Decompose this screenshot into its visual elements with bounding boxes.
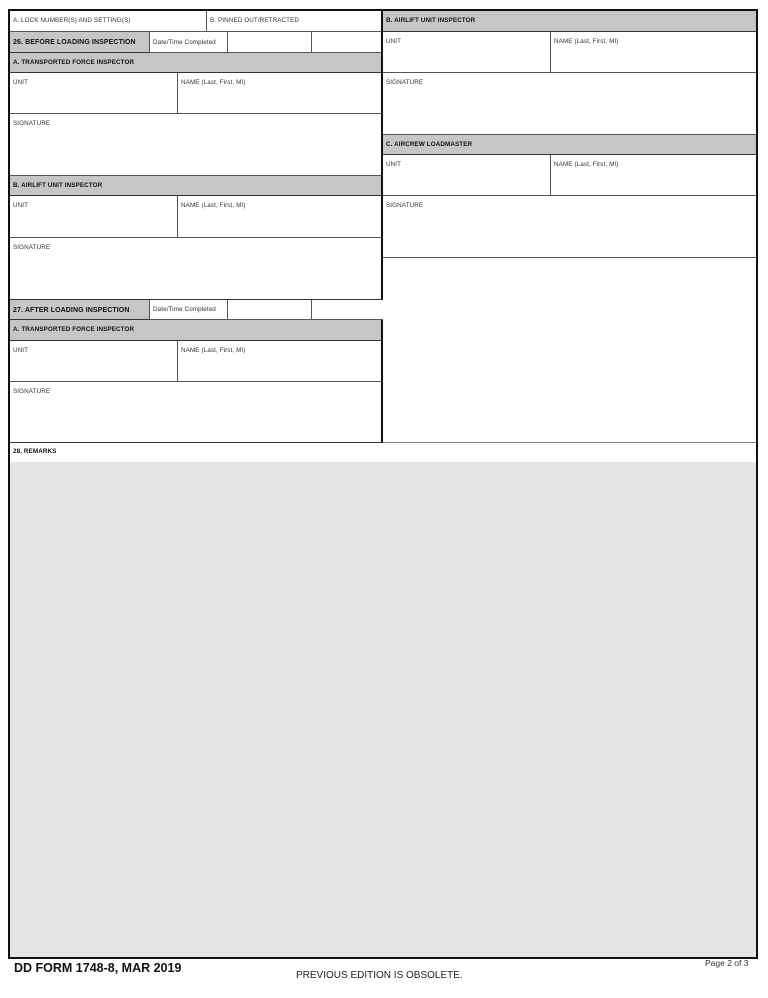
section-27a-header: A. TRANSPORTED FORCE INSPECTOR (10, 320, 383, 341)
section-27-datetime-label: Date/Time Completed (150, 300, 228, 320)
section-26-title: 26. BEFORE LOADING INSPECTION (10, 32, 150, 53)
form-identifier: DD FORM 1748-8, MAR 2019 (14, 961, 182, 975)
section-26b-signature-field[interactable]: SIGNATURE (10, 238, 383, 300)
section-27-date-field[interactable] (228, 300, 312, 320)
section-26a-signature-field[interactable]: SIGNATURE (10, 114, 383, 176)
right-section-b-name-field[interactable]: NAME (Last, First, MI) (551, 32, 756, 73)
section-27-time-field[interactable] (312, 300, 383, 320)
section-28-title: 28. REMARKS (10, 443, 756, 462)
page-number: Page 2 of 3 (705, 958, 749, 968)
lock-numbers-field[interactable] (10, 11, 207, 32)
section-26b-header: B. AIRLIFT UNIT INSPECTOR (10, 176, 383, 196)
section-26b-unit-field[interactable]: UNIT (10, 196, 178, 238)
right-section-c-signature-field[interactable]: SIGNATURE (383, 196, 756, 258)
right-section-b-signature-field[interactable]: SIGNATURE (383, 73, 756, 135)
right-section-c-name-field[interactable]: NAME (Last, First, MI) (551, 155, 756, 196)
section-26a-unit-field[interactable]: UNIT (10, 73, 178, 114)
section-26a-name-field[interactable]: NAME (Last, First, MI) (178, 73, 383, 114)
section-26a-header: A. TRANSPORTED FORCE INSPECTOR (10, 53, 383, 73)
section-26-datetime-label: Date/Time Completed (150, 32, 228, 53)
section-27a-name-field[interactable]: NAME (Last, First, MI) (178, 341, 383, 382)
remarks-field[interactable] (10, 462, 756, 957)
right-column-blank-area (383, 258, 756, 443)
pinned-out-field[interactable] (207, 11, 383, 32)
right-section-b-header: B. AIRLIFT UNIT INSPECTOR (383, 11, 756, 32)
right-section-c-header: C. AIRCREW LOADMASTER (383, 135, 756, 155)
section-26-time-field[interactable] (312, 32, 383, 53)
section-26b-name-field[interactable]: NAME (Last, First, MI) (178, 196, 383, 238)
section-27a-signature-field[interactable]: SIGNATURE (10, 382, 383, 443)
form-frame (8, 9, 758, 959)
section-27a-unit-field[interactable]: UNIT (10, 341, 178, 382)
section-27-title: 27. AFTER LOADING INSPECTION (10, 300, 150, 320)
lock-numbers-label: A. LOCK NUMBER(S) AND SETTING(S) (13, 17, 131, 24)
right-section-c-unit-field[interactable]: UNIT (383, 155, 551, 196)
edition-note: PREVIOUS EDITION IS OBSOLETE. (296, 970, 463, 981)
pinned-out-label: B. PINNED OUT/RETRACTED (210, 17, 300, 24)
right-section-b-unit-field[interactable]: UNIT (383, 32, 551, 73)
section-26-date-field[interactable] (228, 32, 312, 53)
